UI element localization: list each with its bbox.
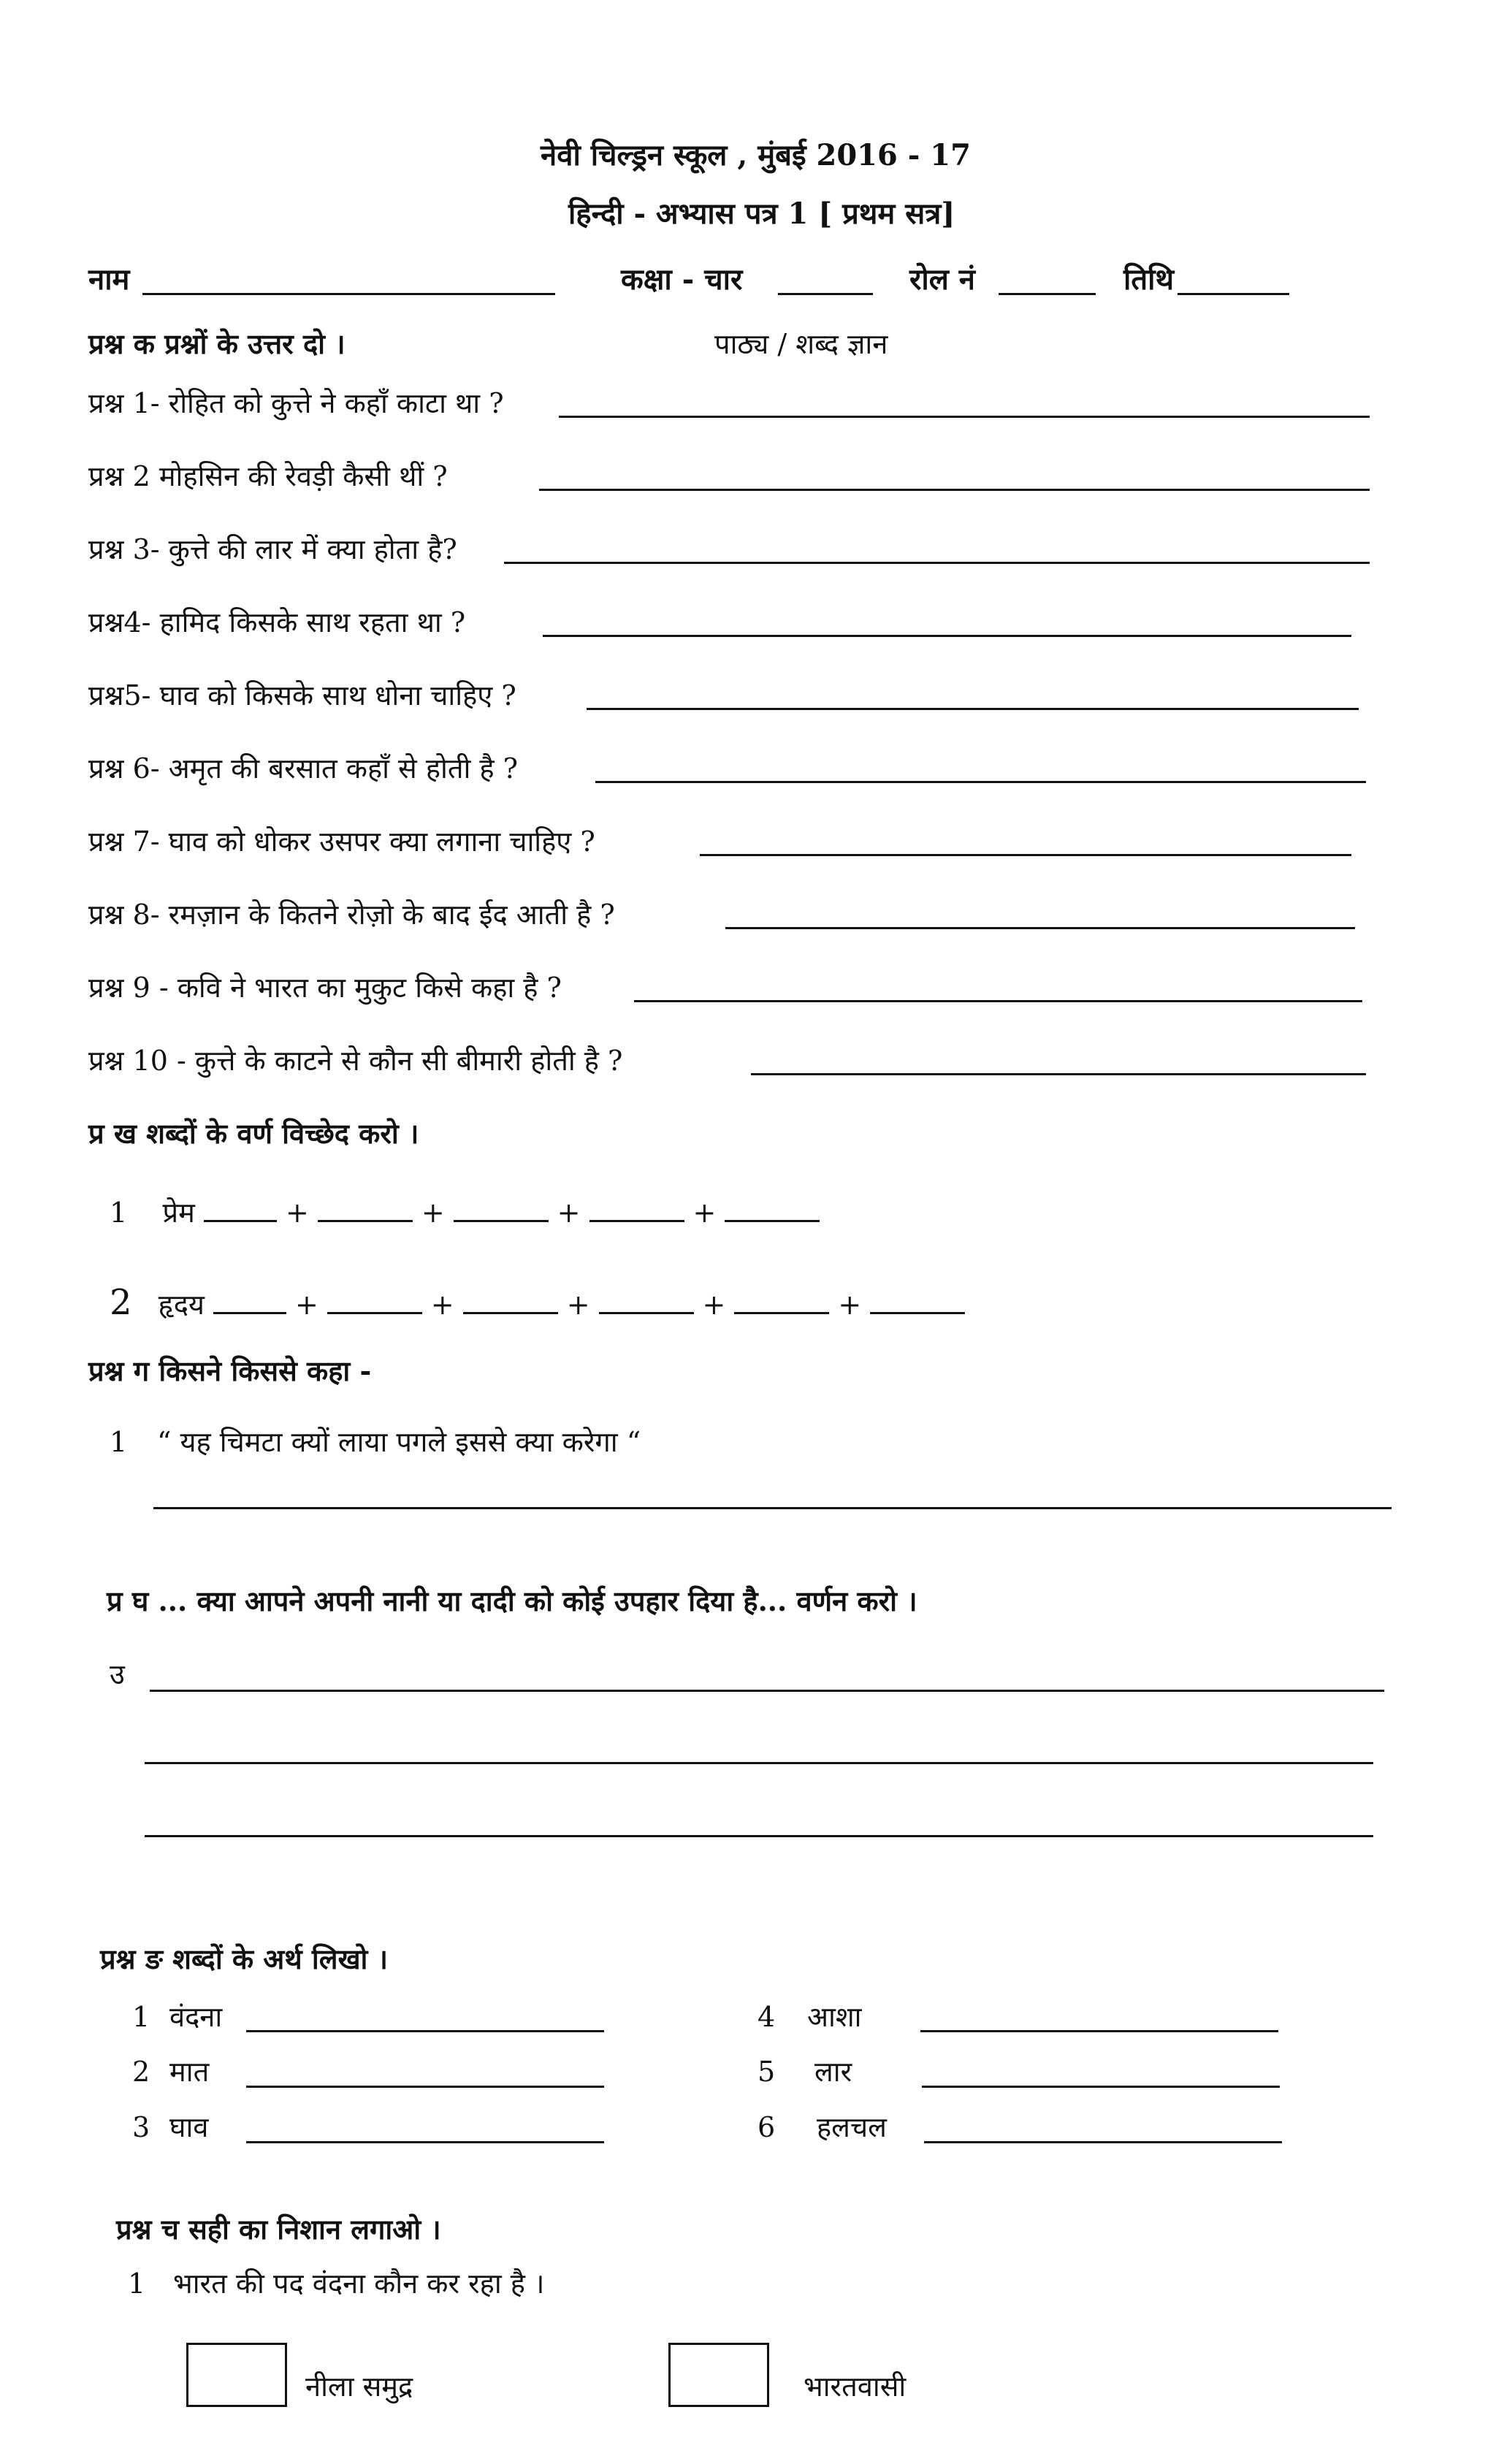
split-number-1: 1 [110,1197,128,1229]
plus-sign: + [557,1197,581,1229]
option-1-label: नीला समुद्र [305,2370,413,2403]
answer-line-7[interactable] [700,854,1351,856]
section-nga-heading: प्रश्न ङ शब्दों के अर्थ लिखो । [100,1942,389,1975]
answer-line-6[interactable] [595,781,1366,783]
split-blank[interactable] [599,1283,694,1314]
checkbox-option-2[interactable] [668,2343,769,2407]
plus-sign: + [566,1289,590,1321]
split-blank[interactable] [725,1191,820,1222]
meaning-line-4[interactable] [920,2030,1278,2032]
answer-line-3[interactable] [504,562,1370,564]
split-blank[interactable] [870,1283,965,1314]
section-gha-heading: प्र घ ... क्या आपने अपनी नानी या दादी को कोई उपहार दिया है... वर्णन करो । [107,1584,917,1617]
answer-line-2[interactable] [539,489,1370,491]
meaning-word-1: वंदना [169,2001,223,2033]
split-blank[interactable] [734,1283,829,1314]
meaning-number-2: 2 [132,2056,150,2088]
meaning-word-2: मात [169,2056,210,2088]
plus-sign: + [285,1197,309,1229]
section-gha-answer-label: उ [110,1658,125,1690]
question-2: प्रश्न 2 मोहसिन की रेवड़ी कैसी थीं ? [88,460,448,492]
meaning-number-4: 4 [757,2001,776,2033]
section-cha-question: भारत की पद वंदना कौन कर रहा है । [173,2267,545,2300]
split-blank[interactable] [327,1283,422,1314]
section-ga-heading: प्रश्न ग किसने किससे कहा - [88,1354,372,1387]
question-1: प्रश्न 1- रोहित को कुत्ते ने कहाँ काटा था ? [88,387,504,419]
meaning-word-6: हलचल [817,2111,887,2143]
section-cha-heading: प्रश्न च सही का निशान लगाओ । [116,2213,441,2246]
meaning-line-2[interactable] [246,2086,604,2088]
meaning-line-6[interactable] [924,2141,1282,2143]
plus-sign: + [702,1289,726,1321]
section-ga-number: 1 [110,1426,128,1458]
answer-line-10[interactable] [751,1073,1366,1075]
split-row-1 [110,1191,820,1227]
meaning-number-1: 1 [132,2001,150,2033]
class-field[interactable] [778,293,873,295]
plus-sign: + [692,1197,717,1229]
question-8: प्रश्न 8- रमज़ान के कितने रोज़ो के बाद ईद आती है ? [88,899,615,931]
date-label: तिथि [1123,262,1175,297]
name-label: नाम [88,262,130,297]
meaning-number-3: 3 [132,2111,150,2143]
answer-line-9[interactable] [634,1000,1362,1002]
split-blank[interactable] [454,1191,549,1222]
question-3: प्रश्न 3- कुत्ते की लार में क्या होता है? [88,533,457,565]
plus-sign: + [295,1289,318,1321]
date-field[interactable] [1178,293,1289,295]
answer-line-1[interactable] [559,416,1370,418]
answer-line-8[interactable] [725,927,1355,929]
meaning-word-4: आशा [807,2001,862,2033]
meaning-line-1[interactable] [246,2030,604,2032]
class-label: कक्षा - चार [621,262,743,297]
option-2-label: भारतवासी [804,2370,907,2403]
answer-line-gha-1[interactable] [150,1690,1384,1692]
answer-line-5[interactable] [587,708,1359,710]
plus-sign: + [421,1197,445,1229]
school-title: नेवी चिल्ड्रन स्कूल , मुंबई 2016 - 17 [541,138,971,172]
question-6: प्रश्न 6- अमृत की बरसात कहाँ से होती है ? [88,752,519,785]
meaning-word-3: घाव [169,2111,209,2143]
section-cha-number: 1 [128,2267,146,2300]
split-word-1: प्रेम [162,1197,195,1229]
split-blank[interactable] [318,1191,413,1222]
split-number-2: 2 [110,1282,132,1323]
split-blank[interactable] [463,1283,558,1314]
meaning-number-5: 5 [757,2056,776,2088]
split-blank[interactable] [204,1191,277,1222]
meaning-line-3[interactable] [246,2141,604,2143]
roll-label: रोल नं [909,262,975,297]
section-ka-heading: प्रश्न क प्रश्नों के उत्तर दो । [88,327,346,360]
plus-sign: + [838,1289,862,1321]
answer-line-4[interactable] [543,635,1351,637]
section-ka-topic: पाठ्य / शब्द ज्ञान [714,328,888,360]
checkbox-option-1[interactable] [186,2343,287,2407]
split-blank[interactable] [213,1283,286,1314]
answer-line-gha-3[interactable] [145,1835,1373,1837]
split-word-2: हृदय [158,1289,205,1321]
answer-line-gha-2[interactable] [145,1762,1373,1764]
meaning-word-5: लार [814,2056,852,2088]
plus-sign: + [430,1289,454,1321]
split-blank[interactable] [589,1191,684,1222]
answer-line-ga[interactable] [153,1507,1392,1509]
section-ga-quote: “ यह चिमटा क्यों लाया पगले इससे क्या करेगा “ [157,1426,641,1458]
section-kha-heading: प्र ख शब्दों के वर्ण विच्छेद करो । [88,1117,419,1150]
meaning-line-5[interactable] [922,2086,1280,2088]
question-9: प्रश्न 9 - कवि ने भारत का मुकुट किसे कहा है ? [88,972,562,1004]
question-7: प्रश्न 7- घाव को धोकर उसपर क्या लगाना चाहिए ? [88,825,595,858]
roll-field[interactable] [999,293,1096,295]
worksheet-title: हिन्दी - अभ्यास पत्र 1 [ प्रथम सत्र] [568,197,955,231]
question-4: प्रश्न4- हामिद किसके साथ रहता था ? [88,606,466,638]
question-10: प्रश्न 10 - कुत्ते के काटने से कौन सी बीमारी होती है ? [88,1045,623,1077]
split-row-2 [110,1282,965,1323]
question-5: प्रश्न5- घाव को किसके साथ धोना चाहिए ? [88,679,516,712]
name-field[interactable] [142,293,555,295]
meaning-number-6: 6 [757,2111,776,2143]
